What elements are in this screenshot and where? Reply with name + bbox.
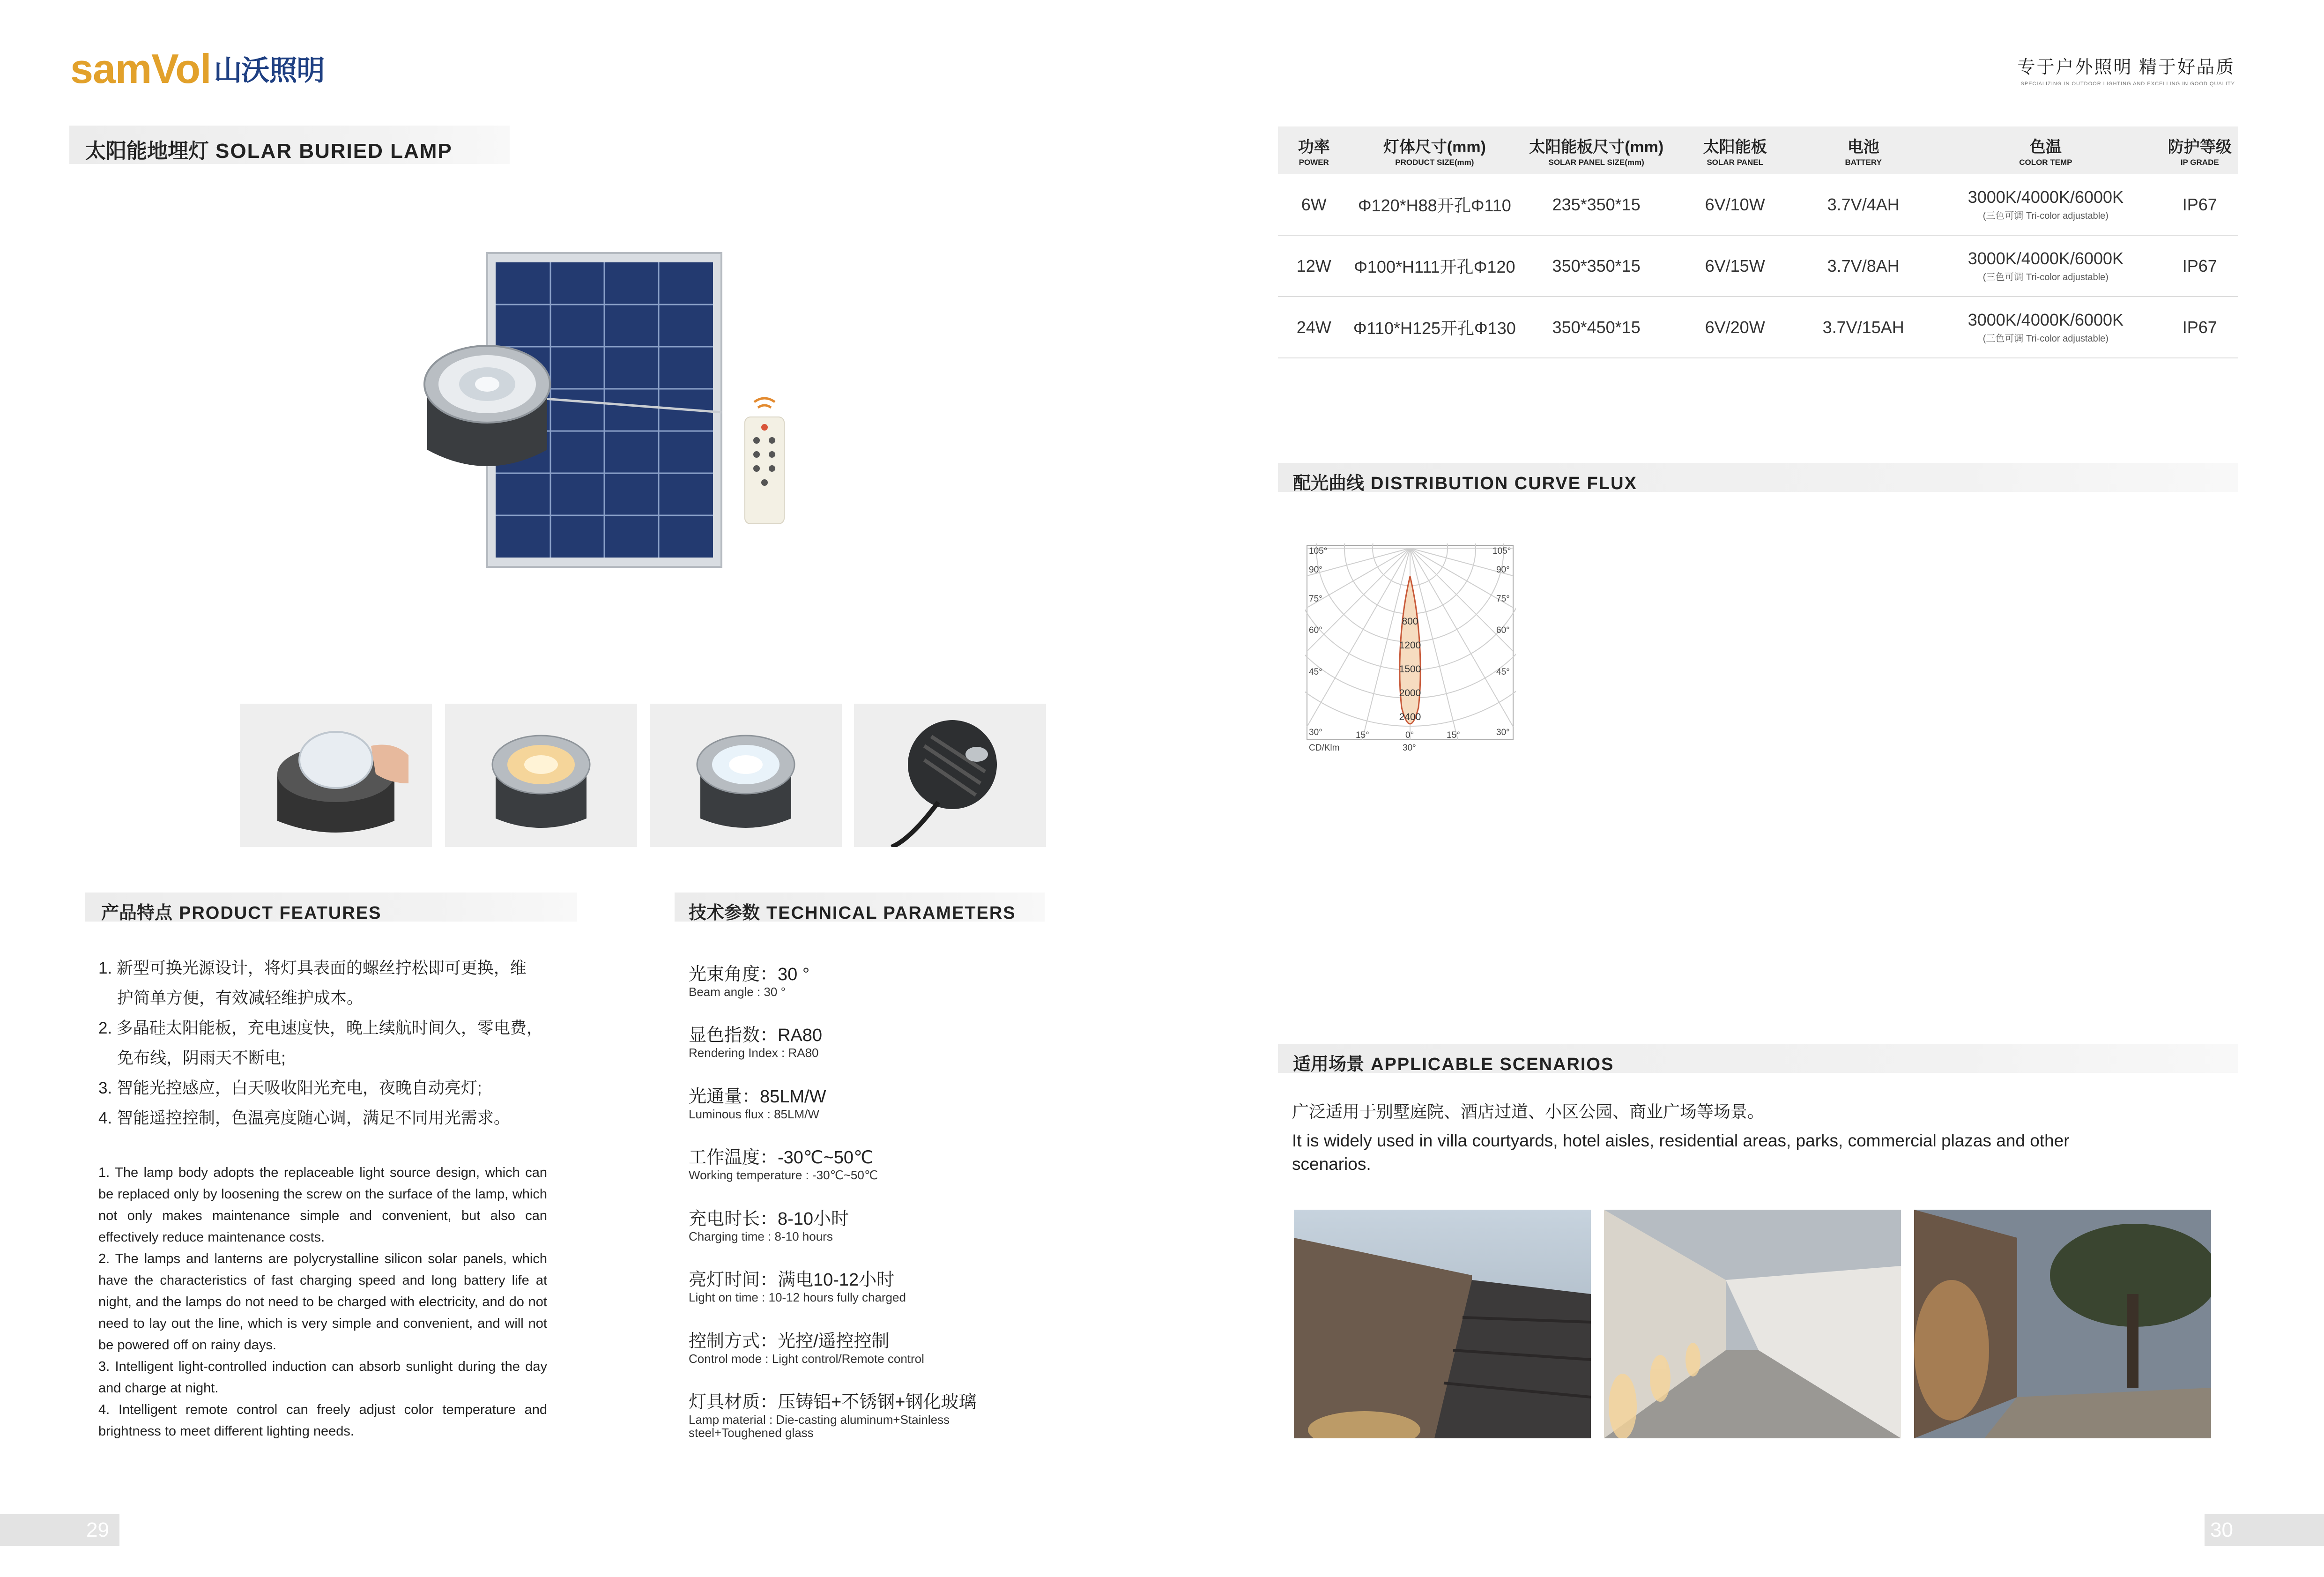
- page-number-left: [0, 1514, 119, 1546]
- param-cn: 工作温度：-30℃~50℃: [689, 1148, 874, 1168]
- params-title-cn: 技术参数: [689, 903, 760, 923]
- cell-cct: 3000K/4000K/6000K (三色可调 Tri-color adjustable): [1930, 174, 2161, 235]
- cell-power: 12W: [1278, 235, 1350, 297]
- scenarios-title-cn: 适用场景: [1293, 1055, 1365, 1074]
- feature-en-item: 3. Intelligent light-controlled induction can absorb sunlight during the day and charge at night.: [98, 1359, 547, 1396]
- radial-value-label: 1200: [1399, 640, 1421, 651]
- param-control-mode: [689, 1326, 924, 1365]
- scenarios-title-en: APPLICABLE SCENARIOS: [1371, 1055, 1614, 1074]
- scenarios-cn: 广泛适用于别墅庭院、酒店过道、小区公园、商业广场等场景。: [1292, 1102, 1765, 1121]
- header-product-size: 灯体尺寸(mm) PRODUCT SIZE(mm): [1350, 126, 1519, 174]
- angle-label-left: 45°: [1309, 667, 1322, 677]
- param-cn: 充电时长：8-10小时: [689, 1209, 849, 1229]
- spec-table-header-row: [1278, 126, 2238, 174]
- brand-logo: [70, 45, 325, 93]
- param-beam-angle: [689, 960, 809, 998]
- angle-label-right: 60°: [1496, 625, 1510, 635]
- thumbnail-light-source: [240, 704, 432, 847]
- angle-label-bottom-30: 30°: [1403, 743, 1416, 753]
- features-cn-list: [98, 953, 567, 1133]
- cell-cct: 3000K/4000K/6000K (三色可调 Tri-color adjustable): [1930, 235, 2161, 297]
- feature-cn-line: 3. 智能光控感应，白天吸收阳光充电，夜晚自动亮灯;: [98, 1079, 482, 1097]
- slogan-en: SPECIALIZING IN OUTDOOR LIGHTING AND EXCELLING IN GOOD QUALITY: [2020, 81, 2235, 87]
- param-working-temperature: [689, 1143, 878, 1182]
- table-row: [1278, 235, 2238, 297]
- radial-value-label: 1500: [1399, 664, 1421, 675]
- table-row: [1278, 174, 2238, 235]
- cell-power: 24W: [1278, 297, 1350, 358]
- cell-battery: 3.7V/8AH: [1797, 235, 1930, 297]
- param-cn: 显色指数：RA80: [689, 1026, 823, 1045]
- angle-label-bottom: 15°: [1447, 730, 1460, 740]
- thumbnail-cool-light: [650, 704, 842, 847]
- thumbnail-lamp-bottom: [854, 704, 1046, 847]
- cell-size: Φ110*H125开孔Φ130: [1350, 297, 1519, 358]
- radial-value-label: 2400: [1399, 712, 1421, 722]
- param-en: Lamp material : Die-casting aluminum+Stainless: [689, 1413, 950, 1427]
- page-number-left-text: 29: [86, 1518, 109, 1541]
- unit-label: CD/Klm: [1309, 743, 1340, 753]
- feature-en-item: 1. The lamp body adopts the replaceable light source design, which can be replaced only by loosening the screw on the surface of the lamp, which not only makes maintenance simple and convenient, but also can effectively reduce maintenance costs.: [98, 1165, 547, 1245]
- param-rendering-index: [689, 1020, 822, 1059]
- features-en-list: [98, 1162, 547, 1442]
- param-en: Light on time : 10-12 hours fully charged: [689, 1290, 906, 1304]
- cell-panel: 6V/20W: [1673, 297, 1797, 358]
- header-color-temp: 色温 COLOR TEMP: [1930, 126, 2161, 174]
- cell-panel-size: 235*350*15: [1519, 174, 1673, 235]
- cell-panel-size: 350*350*15: [1519, 235, 1673, 297]
- param-cn: 灯具材质：压铸铝+不锈钢+钢化玻璃: [689, 1392, 977, 1412]
- scenarios-title: [1293, 1049, 1614, 1075]
- angle-label-left: 75°: [1309, 594, 1322, 604]
- scenario-photo-courtyard: [1294, 1210, 1591, 1438]
- features-title: [101, 898, 381, 924]
- table-row: [1278, 297, 2238, 358]
- cell-panel: 6V/15W: [1673, 235, 1797, 297]
- cell-size: Φ100*H111开孔Φ120: [1350, 235, 1519, 297]
- feature-cn-line: 1. 新型可换光源设计，将灯具表面的螺丝拧松即可更换，维: [98, 959, 527, 977]
- cell-ip: IP67: [2161, 297, 2238, 358]
- param-charging-time: [689, 1204, 849, 1243]
- page-number-right: [2205, 1514, 2324, 1546]
- angle-label-right: 105°: [1492, 546, 1511, 556]
- angle-label-left: 90°: [1309, 565, 1322, 575]
- curve-title-en: DISTRIBUTION CURVE FLUX: [1371, 474, 1637, 493]
- param-en: Control mode : Light control/Remote control: [689, 1352, 924, 1366]
- param-en: Working temperature : -30℃~50℃: [689, 1168, 878, 1182]
- angle-label-right: 90°: [1496, 565, 1510, 575]
- cell-panel-size: 350*450*15: [1519, 297, 1673, 358]
- param-en: Charging time : 8-10 hours: [689, 1229, 833, 1243]
- params-title: [689, 898, 1016, 924]
- param-en-continued: steel+Toughened glass: [689, 1426, 814, 1440]
- param-en: Luminous flux : 85LM/W: [689, 1107, 819, 1121]
- param-luminous-flux: [689, 1082, 826, 1121]
- thumbnail-warm-light: [445, 704, 637, 847]
- angle-label-right: 30°: [1496, 728, 1510, 737]
- header-battery: 电池 BATTERY: [1797, 126, 1930, 174]
- cell-battery: 3.7V/15AH: [1797, 297, 1930, 358]
- scenario-photo-aisle: [1604, 1210, 1901, 1438]
- angle-label-right: 45°: [1496, 667, 1510, 677]
- page-number-right-text: 30: [2210, 1518, 2233, 1541]
- spec-table: [1278, 126, 2238, 358]
- radial-value-label: 800: [1402, 616, 1418, 627]
- radial-value-label: 2000: [1399, 688, 1421, 699]
- params-title-en: TECHNICAL PARAMETERS: [766, 903, 1016, 923]
- feature-en-item: 4. Intelligent remote control can freely adjust color temperature and brightness to meet different lighting needs.: [98, 1402, 547, 1439]
- cell-ip: IP67: [2161, 174, 2238, 235]
- slogan-cn: 专于户外照明 精于好品质: [2017, 58, 2235, 77]
- param-cn: 亮灯时间：满电10-12小时: [689, 1270, 895, 1290]
- slogan: [2017, 52, 2235, 87]
- angle-label-left: 60°: [1309, 625, 1322, 635]
- angle-label-left: 105°: [1309, 546, 1328, 556]
- cell-battery: 3.7V/4AH: [1797, 174, 1930, 235]
- feature-cn-line: 护简单方便，有效减轻维护成本。: [117, 989, 364, 1007]
- features-title-en: PRODUCT FEATURES: [179, 903, 382, 923]
- param-cn: 光通量：85LM/W: [689, 1087, 826, 1107]
- scenarios-en: It is widely used in villa courtyards, hotel aisles, residential areas, parks, commercial plazas and other scenarios.: [1292, 1131, 2070, 1174]
- feature-cn-line: 4. 智能遥控控制，色温亮度随心调，满足不同用光需求。: [98, 1109, 510, 1127]
- product-title: [85, 134, 453, 164]
- scenario-photo-garden: [1914, 1210, 2211, 1438]
- header-panel-size: 太阳能板尺寸(mm) SOLAR PANEL SIZE(mm): [1519, 126, 1673, 174]
- logo-cn: 山沃照明: [214, 55, 325, 86]
- param-light-on-time: [689, 1265, 906, 1304]
- param-en: Beam angle : 30 °: [689, 985, 786, 999]
- angle-label-left: 30°: [1309, 728, 1322, 737]
- feature-en-item: 2. The lamps and lanterns are polycrystalline silicon solar panels, which have the characteristics of fast charging speed and long battery life at night, and the lamps do not need to be charged with electricity, and do not need to lay out the line, which is very simple and convenient, and will not be powered off on rainy days.: [98, 1251, 547, 1353]
- cell-panel: 6V/10W: [1673, 174, 1797, 235]
- cell-size: Φ120*H88开孔Φ110: [1350, 174, 1519, 235]
- angle-label-right: 75°: [1496, 594, 1510, 604]
- curve-title-cn: 配光曲线: [1293, 474, 1365, 493]
- product-title-en: SOLAR BURIED LAMP: [215, 140, 453, 163]
- param-cn: 光束角度：30 °: [689, 965, 810, 984]
- header-solar-panel: 太阳能板 SOLAR PANEL: [1673, 126, 1797, 174]
- header-ip-grade: 防护等级 IP GRADE: [2161, 126, 2238, 174]
- curve-title: [1293, 469, 1637, 494]
- feature-cn-line: 免布线，阴雨天不断电;: [117, 1049, 286, 1067]
- features-title-cn: 产品特点: [101, 903, 173, 923]
- cell-ip: IP67: [2161, 235, 2238, 297]
- header-power: 功率 POWER: [1278, 126, 1350, 174]
- product-title-cn: 太阳能地埋灯: [85, 140, 209, 163]
- distribution-curve-diagram: [1305, 543, 1516, 759]
- cell-cct: 3000K/4000K/6000K (三色可调 Tri-color adjustable): [1930, 297, 2161, 358]
- param-cn: 控制方式：光控/遥控控制: [689, 1332, 890, 1351]
- feature-cn-line: 2. 多晶硅太阳能板，充电速度快，晚上续航时间久，零电费，: [98, 1019, 543, 1037]
- logo-latin: samVol: [70, 45, 211, 92]
- angle-label-bottom: 0°: [1405, 730, 1414, 740]
- param-en: Rendering Index : RA80: [689, 1046, 819, 1060]
- cell-power: 6W: [1278, 174, 1350, 235]
- hero-product-image: [394, 244, 815, 609]
- angle-label-bottom: 15°: [1356, 730, 1369, 740]
- param-lamp-material: [689, 1387, 976, 1439]
